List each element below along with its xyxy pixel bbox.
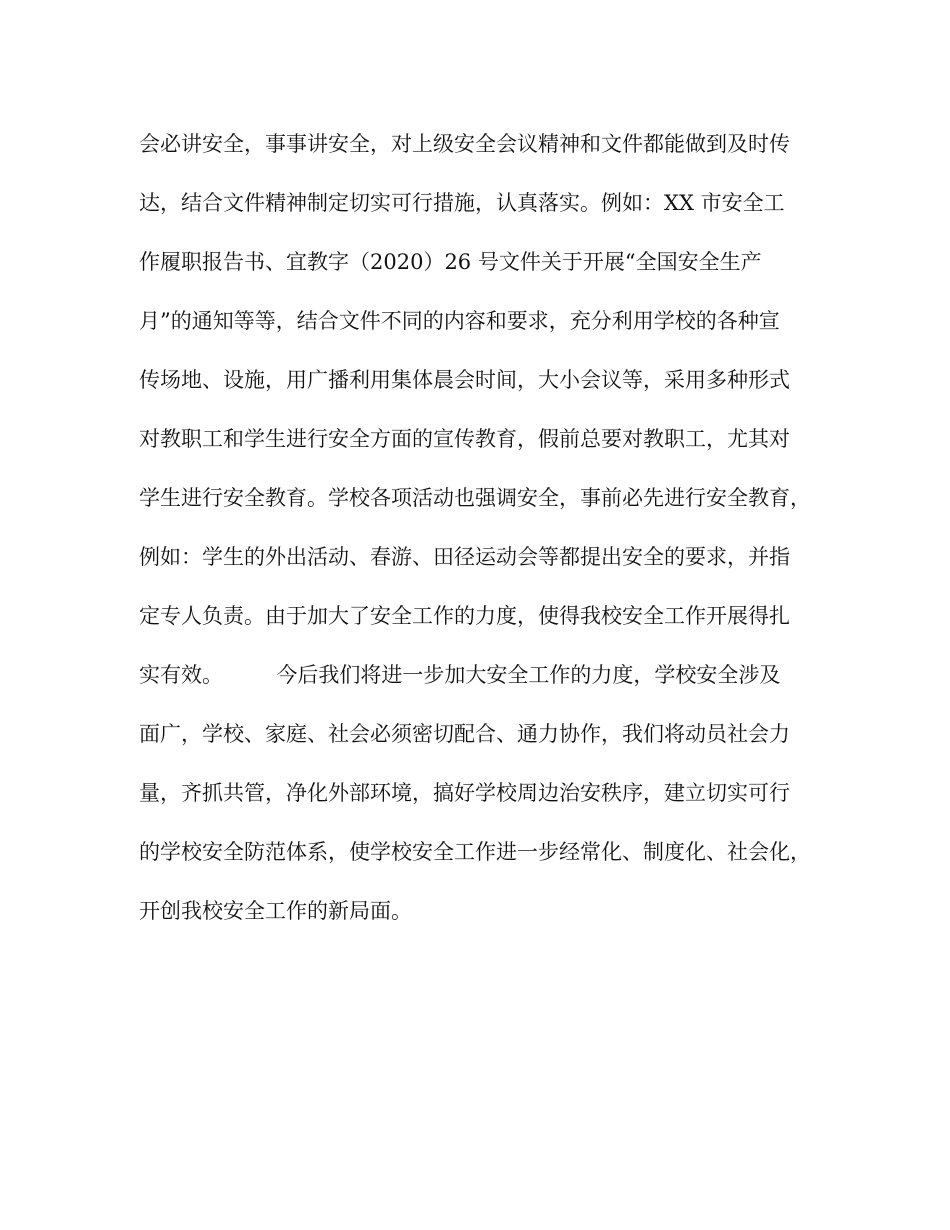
text-line: 作履职报告书、宜教字（2020）26 号文件关于开展“全国安全生产 xyxy=(139,250,762,274)
text-line: 定专人负责。由于加大了安全工作的力度，使得我校安全工作开展得扎 xyxy=(139,604,790,628)
text-line: 开创我校安全工作的新局面。 xyxy=(139,899,412,923)
text-line: 例如：学生的外出活动、春游、田径运动会等都提出安全的要求，并指 xyxy=(139,545,790,569)
text-line: 实有效。 今后我们将进一步加大安全工作的力度，学校安全涉及 xyxy=(139,663,781,687)
text-line: 量，齐抓共管，净化外部环境，搞好学校周边治安秩序，建立切实可行 xyxy=(139,781,790,805)
text-line: 面广，学校、家庭、社会必须密切配合、通力协作，我们将动员社会力 xyxy=(139,722,790,746)
text-line: 达，结合文件精神制定切实可行措施，认真落实。例如：XX 市安全工 xyxy=(139,191,785,215)
text-line: 月”的通知等等，结合文件不同的内容和要求，充分利用学校的各种宣 xyxy=(139,309,780,333)
text-line: 学生进行安全教育。学校各项活动也强调安全，事前必先进行安全教育， xyxy=(139,486,811,510)
text-line: 对教职工和学生进行安全方面的宣传教育，假前总要对教职工，尤其对 xyxy=(139,427,790,451)
text-line: 会必讲安全，事事讲安全，对上级安全会议精神和文件都能做到及时传 xyxy=(139,132,790,156)
text-line: 的学校安全防范体系，使学校安全工作进一步经常化、制度化、社会化， xyxy=(139,840,811,864)
text-line: 传场地、设施，用广播利用集体晨会时间，大小会议等，采用多种形式 xyxy=(139,368,790,392)
body-text xyxy=(139,124,839,950)
